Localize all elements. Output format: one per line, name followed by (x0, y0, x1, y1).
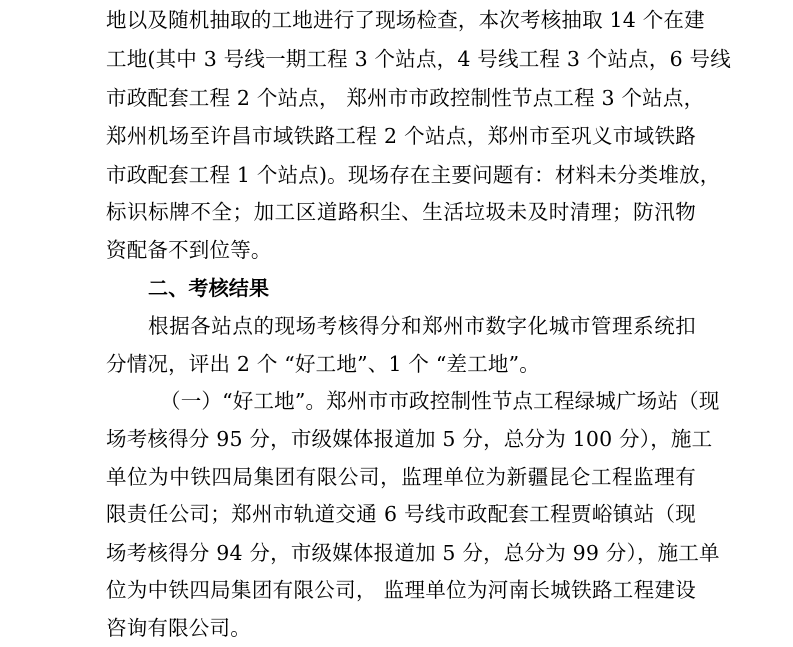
paragraph-line: 分情况，评出 2 个 “好工地”、1 个 “差工地”。 (106, 351, 540, 376)
paragraph-line: 资配备不到位等。 (106, 237, 272, 262)
paragraph-line: 市政配套工程 2 个站点， 郑州市市政控制性节点工程 3 个站点， (106, 86, 705, 111)
paragraph-line: 场考核得分 94 分，市级媒体报道加 5 分，总分为 99 分），施工单 (106, 540, 720, 565)
paragraph-line: 位为中铁四局集团有限公司， 监理单位为河南长城铁路工程建设 (106, 577, 696, 602)
section-heading: 二、考核结果 (148, 276, 270, 301)
paragraph-line: 咨询有限公司。 (106, 616, 251, 640)
paragraph-line: （一）“好工地”。郑州市市政控制性节点工程绿城广场站（现 (160, 388, 720, 413)
paragraph-line: 单位为中铁四局集团有限公司，监理单位为新疆昆仑工程监理有 (106, 465, 696, 490)
paragraph-line: 限责任公司；郑州市轨道交通 6 号线市政配套工程贾峪镇站（现 (106, 502, 696, 527)
paragraph-line: 工地(其中 3 号线一期工程 3 个站点，4 号线工程 3 个站点，6 号线 (106, 47, 731, 72)
paragraph-line: 场考核得分 95 分，市级媒体报道加 5 分，总分为 100 分），施工 (106, 426, 713, 451)
paragraph-line: 郑州机场至许昌市域铁路工程 2 个站点，郑州市至巩义市域铁路 (106, 124, 696, 149)
paragraph-line: 标识标牌不全；加工区道路积尘、生活垃圾未及时清理；防汛物 (106, 199, 696, 224)
paragraph-line: 市政配套工程 1 个站点)。现场存在主要问题有：材料未分类堆放， (106, 162, 721, 187)
paragraph-line: 根据各站点的现场考核得分和郑州市数字化城市管理系统扣 (148, 314, 696, 339)
paragraph-line: 地以及随机抽取的工地进行了现场检查，本次考核抽取 14 个在建 (106, 8, 705, 32)
